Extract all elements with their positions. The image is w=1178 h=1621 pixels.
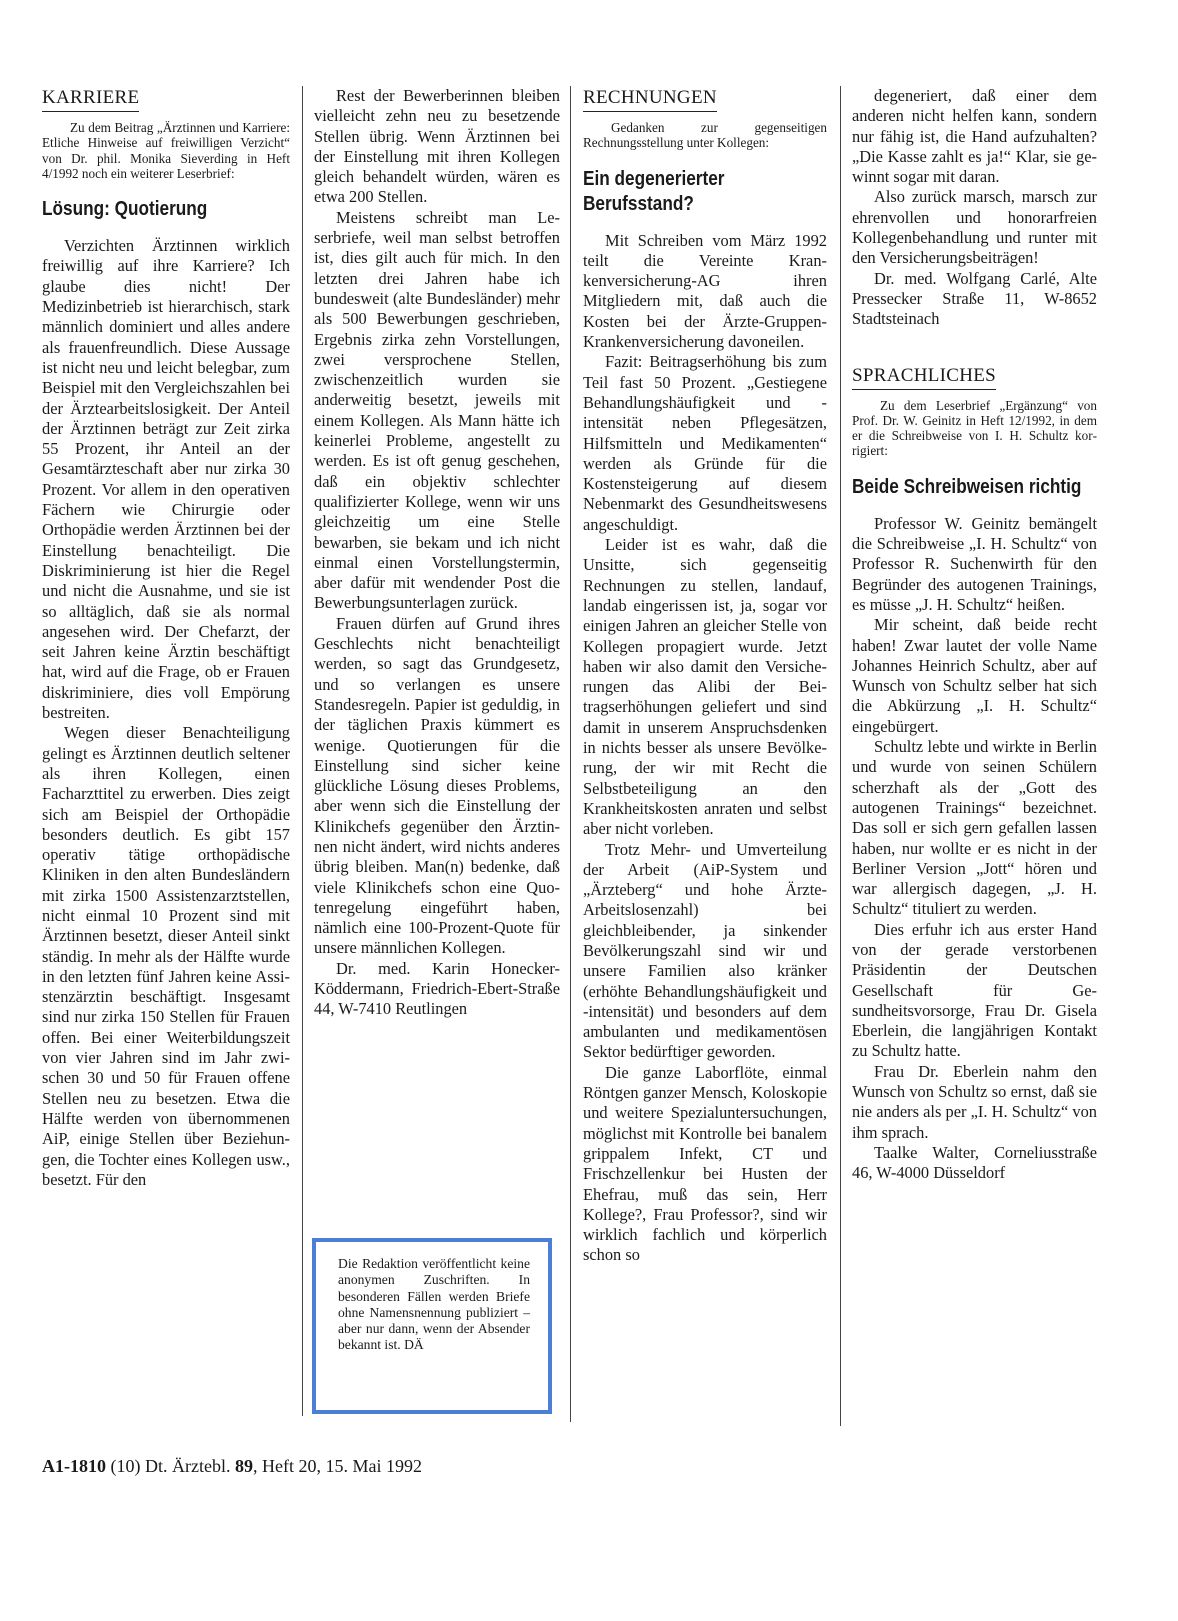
column-2 (314, 86, 560, 1020)
intro-rechnungen: Gedanken zur gegenseitigen Rechnungsstellung unter Kollegen: (583, 120, 827, 151)
intro-sprachliches: Zu dem Leserbrief „Ergänzung“ von Prof. Dr. W. Geinitz in Heft 12/1992, in dem er die Schreibweise von I. H. Schultz korrigiert: (852, 397, 1097, 459)
paragraph: Frauen dürfen auf Grund ihres Geschlechts nicht benachteiligt werden, so sagt das Grundgesetz, und so verlangen es unsere Standesregeln. Papier ist geduldig, in der täglichen Praxis kümmert es wenige. Quotierungen für die Einstellung sind sicher keine glückliche Lösung dieses Problems, aber wenn sich die Einstellung der Klinikchefs gegenüber den Ärztinnen nicht ändert, wird nichts anderes übrig bleiben. Man(n) bedenke, daß viele Klinikchefs schon eine Quotenregelung eingeführt haben, nämlich eine 100-Prozent-Quote für unsere männlichen Kollegen. (314, 613, 560, 958)
paragraph: Rest der Bewerberinnen bleiben vielleicht zehn neu zu besetzende Stellen übrig. Wenn Ärztinnen bei der Einstellung mit ihren Kollegen gleich behandelt würden, wären es etwa 200 Stellen. (314, 86, 560, 207)
headline-beide-schreibweisen: Beide Schreibweisen richtig (852, 475, 1082, 498)
column-rule-2 (570, 86, 571, 1422)
signature-honecker: Dr. med. Karin Honecker-Köddermann, Friedrich-Ebert-Straße 44, W-7410 Reutlingen (314, 958, 560, 1019)
journal-issue: , Heft 20, 15. Mai 1992 (252, 1456, 422, 1476)
page-footer (42, 1456, 422, 1477)
paragraph: Die ganze Laborflöte, einmal Röntgen ganzer Mensch, Koloskopie und weitere Spezialuntersuchungen, möglichst mit Kontrolle bei banalem grippalem Infekt, CT und Frischzellenkur bei Husten der Ehefrau, muß das sein, Herr Kollege?, Frau Professor?, sind wir wirklich fachlich und körperlich schon so (583, 1062, 827, 1265)
column-rule-1 (302, 86, 303, 1416)
rubric-rechnungen: RECHNUNGEN (583, 86, 717, 112)
letter-body-karriere (42, 236, 290, 1190)
column-1 (42, 86, 290, 1190)
headline-loesung-quotierung: Lösung: Quotierung (42, 198, 208, 221)
paragraph: Also zurück marsch, marsch zur ehrenvollen und honorarfreien Kollegenbehandlung und runter mit den Versicherungsbeiträgen! (852, 187, 1097, 268)
paragraph: Dies erfuhr ich aus erster Hand von der gerade verstorbenen Präsidentin der Deutschen Gesellschaft für Gesundheitsvorsorge, Frau Dr. Gisela Eberlein, die langjährigen Kontakt zu Schultz hatte. (852, 919, 1097, 1061)
letter-body-rechnungen-continued (852, 86, 1097, 330)
paragraph: Fazit: Beitragserhöhung bis zum Teil fast 50 Prozent. „Gestiegene Behandlungshäufigkeit und -intensität neben Pflegesätzen, Hilfsmitteln und Medikamenten“ werden als Gründe für die Kostensteigerung auf diesem Nebenmarkt des Gesundheitswesens angeschuldigt. (583, 352, 827, 534)
paragraph: Verzichten Ärztinnen wirklich freiwillig auf ihre Karriere? Ich glaube dies nicht! Der Medizinbetrieb ist hierarchisch, stark männlich dominiert und alles andere als frauenfreundlich. Diese Aussage ist nicht neu und leicht belegbar, zum Beispiel mit den Vergleichszahlen bei der Ärztearbeitslosigkeit. Der Anteil der Ärztinnen beträgt zur Zeit zirka 55 Prozent, ihr Anteil an der Gesamtärzteschaft aber nur zirka 30 Prozent. Vor allem in den operativen Fächern wie Chirurgie oder Orthopädie werden Ärztinnen bei der Einstellung benachteiligt. Die Diskriminierung ist hier die Regel und nicht die Ausnahme, und sie ist so alltäglich, daß sie als normal angesehen wird. Der Chefarzt, der seit Jahren keine Ärztin beschäftigt hat, wird auf die Frage, ob er Frauen diskriminiere, dies voll Empörung bestreiten. (42, 236, 290, 723)
intro-karriere: Zu dem Beitrag „Ärztinnen und Karriere: Etliche Hinweise auf freiwilligen Verzicht“ von Dr. phil. Monika Sieverding in Heft 4/1992 noch ein weiterer Leserbrief: (42, 120, 290, 181)
paragraph: Schultz lebte und wirkte in Berlin und wurde von seinen Schülern scherzhaft als der „Gott des autogenen Trainings“ bezeichnet. Das soll er sich gern gefallen lassen haben, nur wollte er es nicht in der Berliner Version „Jott“ hören und war allergisch dagegen, „J. H. Schultz“ tituliert zu werden. (852, 737, 1097, 919)
column-3 (583, 86, 827, 1266)
paragraph: Frau Dr. Eberlein nahm den Wunsch von Schultz so ernst, daß sie nie anders als per „I. H. Schultz“ von ihm sprach. (852, 1061, 1097, 1142)
rubric-karriere: KARRIERE (42, 86, 139, 112)
paragraph: Wegen dieser Benachteiligung gelingt es Ärztinnen deutlich seltener als ihren Kollegen, einen Facharzttitel zu erwerben. Dies zeigt sich am Beispiel der Orthopädie besonders deutlich. Es gibt 157 operativ tätige orthopädische Kliniken in den alten Bundesländern mit zirka 1500 Assistenzarztstellen, nicht einmal 10 Prozent sind mit Ärztinnen besetzt, dieser Anteil sinkt ständig. In mehr als der Hälfte wurde in den letzten fünf Jahren keine Assistenzärztin beschäftigt. Insgesamt sind nur zirka 150 Stellen für Frauen offen. Bei einer Weiterbildungszeit von vier Jahren sind im Jahr zwischen 30 und 50 für Frauen offene Stellen neu zu besetzen. Etwa die Hälfte werden von übernommenen AiP, einige Stellen über Beziehungen, die Tochter eines Kollegen usw., besetzt. Für den (42, 723, 290, 1189)
paragraph: Trotz Mehr- und Umverteilung der Arbeit (AiP-System und „Ärzteberg“ und hohe Ärzte-Arbeitslosenzahl) bei gleichbleibender, ja sinkender Bevölkerungszahl sind wir und unsere Familien also kränker (erhöhte Behandlungshäufigkeit und -intensität) und besonders auf dem ambulanten und medikamentösen Sektor bedürftiger geworden. (583, 839, 827, 1062)
paragraph: degeneriert, daß einer dem anderen nicht helfen kann, sondern nur fähig ist, die Hand aufzuhalten? „Die Kasse zahlt es ja!“ Klar, sie gewinnt sogar mit daran. (852, 86, 1097, 187)
paragraph: Meistens schreibt man Leserbriefe, weil man selbst betroffen ist, dies gilt auch für mich. In den letzten drei Jahren habe ich bundesweit (alte Bundesländer) mehr als 500 Bewerbungen geschrieben, Ergebnis zirka zehn Vorstellungen, zwei versprochene Stellen, zwischenzeitlich wurden sie anderweitig besetzt, jeweils mit einem Kollegen. Als Mann hätte ich keinerlei Probleme, angestellt zu werden. Es ist oft genug geschehen, daß ein objektiv schlechter qualifizierter Kollege, wenn wir uns gleichzeitig um eine Stelle bewarben, sie bekam und ich nicht einmal einen Vorstellungstermin, aber dafür mit wendender Post die Bewerbungsunterlagen zurück. (314, 207, 560, 613)
paragraph: Mit Schreiben vom März 1992 teilt die Vereinte Krankenversicherung-AG ihren Mitgliedern mit, daß auch die Kosten bei der Ärzte-Gruppen-Krankenversicherung davoneilen. (583, 230, 827, 352)
signature-carle: Dr. med. Wolfgang Carlé, Alte Pressecker Straße 11, W-8652 Stadtsteinach (852, 268, 1097, 329)
column-4 (852, 86, 1097, 1184)
letter-body-karriere-continued (314, 86, 560, 1020)
column-rule-3 (840, 86, 841, 1426)
paragraph: Leider ist es wahr, daß die Unsitte, sich gegenseitig Rechnungen zu stellen, landauf, landab eingerissen ist, ja, sogar vor einigen Jahren an gleicher Stelle von Kollegen propagiert wurde. Jetzt haben wir also damit den Versicherungen das Alibi der Beitragserhöhungen geliefert und sind damit in unserem Anspruchsdenken in nichts besser als unsere Bevölkerung, der wir mit Recht die Selbstbeteiligung an den Krankheitskosten anraten und selbst aber nicht vorleben. (583, 535, 827, 839)
journal-volume: 89 (234, 1456, 253, 1476)
journal-reference: (10) Dt. Ärztebl. (110, 1456, 231, 1476)
paragraph: Professor W. Geinitz bemängelt die Schreibweise „I. H. Schultz“ von Professor R. Suchenwirth für den Begründer des autogenen Trainings, es müsse „J. H. Schultz“ heißen. (852, 513, 1097, 614)
editorial-notice-text: Die Redaktion veröffentlicht keine anonymen Zuschriften. In besonderen Fällen werden Briefe ohne Namensnennung publiziert – aber nur dann, wenn der Absender bekannt ist. DÄ (338, 1256, 530, 1353)
paragraph: Mir scheint, daß beide recht haben! Zwar lautet der volle Name Johannes Heinrich Schultz, aber auf Wunsch von Schultz selber hat sich die Abkürzung „I. H. Schultz“ eingebürgert. (852, 615, 1097, 736)
headline-degenerierter-berufsstand: Ein degenerierter Berufsstand? (583, 167, 725, 215)
letter-body-sprachliches (852, 514, 1097, 1184)
editorial-notice-box (312, 1238, 552, 1414)
letter-body-rechnungen (583, 231, 827, 1266)
signature-walter: Taalke Walter, Corneliusstraße 46, W-4000 Düsseldorf (852, 1142, 1097, 1183)
rubric-sprachliches: SPRACHLICHES (852, 364, 996, 390)
page-code: A1-1810 (42, 1456, 106, 1476)
